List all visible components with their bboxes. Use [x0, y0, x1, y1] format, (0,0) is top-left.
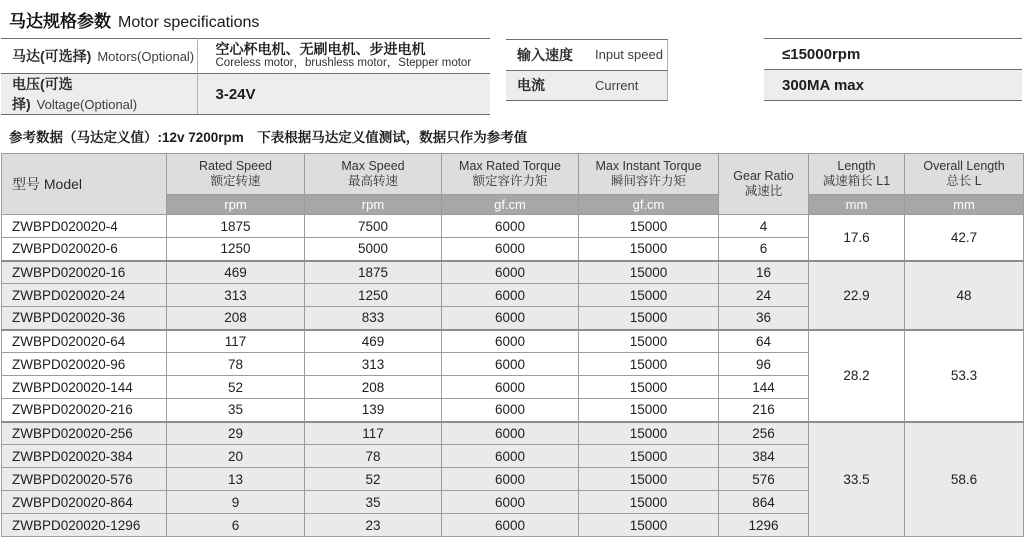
- voltage-label-zh: 电压(可选择): [12, 76, 73, 112]
- input-speed-value-cell: ≤15000rpm: [764, 39, 1022, 70]
- max-rated-torque-cell: 6000: [442, 422, 579, 445]
- max-instant-torque-column-header: [579, 154, 719, 195]
- model-cell: ZWBPD020020-864: [2, 491, 167, 514]
- model-cell: ZWBPD020020-384: [2, 445, 167, 468]
- model-cell: ZWBPD020020-24: [2, 284, 167, 307]
- header-row-titles: [2, 154, 1024, 195]
- input-speed-label-zh: 输入速度: [517, 46, 573, 63]
- rated-speed-cell: 13: [167, 468, 305, 491]
- motors-value-cell: [197, 39, 490, 74]
- page-title-en: Motor specifications: [118, 14, 260, 31]
- rated-speed-cell: 117: [167, 330, 305, 353]
- length-l1-cell: 22.9: [809, 261, 905, 330]
- overall-length-cell: 48: [905, 261, 1024, 330]
- max-speed-cell: 35: [305, 491, 442, 514]
- overall-length-unit: mm: [905, 195, 1024, 215]
- model-cell: ZWBPD020020-36: [2, 307, 167, 330]
- length-unit: mm: [809, 195, 905, 215]
- motors-value-zh: 空心杯电机、无刷电机、步进电机: [215, 41, 426, 58]
- gear-ratio-cell: 576: [719, 468, 809, 491]
- gear-ratio-cell: 6: [719, 238, 809, 261]
- gear-ratio-cell: 864: [719, 491, 809, 514]
- rated-speed-header-zh: 额定转速: [210, 174, 261, 188]
- page-title-zh: 马达规格参数: [9, 12, 111, 31]
- max-speed-cell: 139: [305, 399, 442, 422]
- max-instant-torque-cell: 15000: [579, 422, 719, 445]
- overall-length-cell: 58.6: [905, 422, 1024, 537]
- model-cell: ZWBPD020020-6: [2, 238, 167, 261]
- current-label-zh: 电流: [517, 77, 545, 93]
- gear-ratio-cell: 4: [719, 215, 809, 238]
- model-cell: ZWBPD020020-1296: [2, 514, 167, 537]
- length-header-en: Length: [837, 159, 876, 173]
- max-rated-torque-column-header: [442, 154, 579, 195]
- max-speed-header-en: Max Speed: [341, 159, 405, 173]
- overall-length-cell: 53.3: [905, 330, 1024, 422]
- page-title: [1, 5, 1023, 36]
- rated-speed-column-header: [167, 154, 305, 195]
- max-instant-torque-cell: 15000: [579, 238, 719, 261]
- rated-speed-cell: 78: [167, 353, 305, 376]
- rated-speed-cell: 20: [167, 445, 305, 468]
- max-instant-torque-cell: 15000: [579, 215, 719, 238]
- rated-speed-unit: rpm: [167, 195, 305, 215]
- overall-length-cell: 42.7: [905, 215, 1024, 261]
- max-instant-torque-header-en: Max Instant Torque: [595, 159, 702, 173]
- max-rated-torque-cell: 6000: [442, 376, 579, 399]
- spec-table-header: [2, 154, 1024, 215]
- length-header-zh: 减速箱长 L1: [822, 174, 891, 188]
- max-speed-cell: 52: [305, 468, 442, 491]
- model-cell: ZWBPD020020-216: [2, 399, 167, 422]
- max-rated-torque-cell: 6000: [442, 215, 579, 238]
- max-rated-torque-cell: 6000: [442, 514, 579, 537]
- overall-length-header-en: Overall Length: [923, 159, 1005, 173]
- table-row: [2, 422, 1024, 445]
- max-speed-cell: 1250: [305, 284, 442, 307]
- voltage-label-en: Voltage(Optional): [36, 97, 138, 112]
- max-instant-torque-cell: 15000: [579, 307, 719, 330]
- model-cell: ZWBPD020020-64: [2, 330, 167, 353]
- motors-value-en: Coreless motor，brushless motor，Stepper motor: [215, 57, 472, 70]
- rated-speed-cell: 469: [167, 261, 305, 284]
- gear-ratio-header-zh: 减速比: [744, 184, 783, 198]
- max-instant-torque-cell: 15000: [579, 514, 719, 537]
- max-speed-cell: 5000: [305, 238, 442, 261]
- max-speed-cell: 78: [305, 445, 442, 468]
- current-label-en: Current: [595, 77, 639, 93]
- rated-speed-cell: 208: [167, 307, 305, 330]
- max-rated-torque-cell: 6000: [442, 445, 579, 468]
- max-speed-cell: 469: [305, 330, 442, 353]
- max-instant-torque-cell: 15000: [579, 399, 719, 422]
- max-rated-torque-cell: 6000: [442, 238, 579, 261]
- rated-speed-cell: 9: [167, 491, 305, 514]
- rated-speed-cell: 6: [167, 514, 305, 537]
- max-speed-cell: 313: [305, 353, 442, 376]
- model-cell: ZWBPD020020-144: [2, 376, 167, 399]
- max-rated-torque-cell: 6000: [442, 399, 579, 422]
- length-l1-cell: 28.2: [809, 330, 905, 422]
- length-l1-cell: 17.6: [809, 215, 905, 261]
- table-row: [2, 215, 1024, 238]
- voltage-row: [1, 74, 490, 115]
- motor-voltage-table: [1, 38, 490, 115]
- max-instant-torque-header-zh: 瞬间容许力矩: [610, 174, 686, 188]
- overall-length-header-zh: 总长 L: [946, 174, 982, 188]
- reference-note: 参考数据（马达定义值）:12v 7200rpm 下表根据马达定义值测试，数据只作为参考值: [9, 130, 528, 145]
- top-spec-section: [1, 38, 1023, 115]
- gear-ratio-cell: 216: [719, 399, 809, 422]
- table-row: [2, 261, 1024, 284]
- gear-ratio-cell: 24: [719, 284, 809, 307]
- max-speed-cell: 117: [305, 422, 442, 445]
- max-speed-cell: 23: [305, 514, 442, 537]
- voltage-value-cell: 3-24V: [197, 74, 490, 115]
- gear-ratio-cell: 256: [719, 422, 809, 445]
- max-rated-torque-header-en: Max Rated Torque: [459, 159, 561, 173]
- model-cell: ZWBPD020020-4: [2, 215, 167, 238]
- max-rated-torque-cell: 6000: [442, 353, 579, 376]
- gear-ratio-cell: 96: [719, 353, 809, 376]
- model-cell: ZWBPD020020-576: [2, 468, 167, 491]
- speed-current-table: [506, 38, 1022, 101]
- max-speed-unit: rpm: [305, 195, 442, 215]
- model-column-header: 型号 Model: [2, 154, 167, 215]
- input-speed-label-en: Input speed: [595, 47, 663, 62]
- max-speed-cell: 1875: [305, 261, 442, 284]
- model-cell: ZWBPD020020-256: [2, 422, 167, 445]
- max-instant-torque-cell: 15000: [579, 284, 719, 307]
- gear-ratio-cell: 384: [719, 445, 809, 468]
- max-instant-torque-cell: 15000: [579, 353, 719, 376]
- length-l1-cell: 33.5: [809, 422, 905, 537]
- gear-ratio-column-header: [719, 154, 809, 215]
- current-label-cell: [506, 70, 668, 101]
- max-speed-cell: 7500: [305, 215, 442, 238]
- motors-label-cell: [1, 39, 197, 74]
- max-rated-torque-cell: 6000: [442, 468, 579, 491]
- current-row: [506, 70, 1022, 101]
- input-speed-row: [506, 39, 1022, 70]
- gear-ratio-cell: 64: [719, 330, 809, 353]
- max-rated-torque-cell: 6000: [442, 307, 579, 330]
- max-rated-torque-cell: 6000: [442, 261, 579, 284]
- max-instant-torque-cell: 15000: [579, 376, 719, 399]
- rated-speed-cell: 35: [167, 399, 305, 422]
- motors-label-zh: 马达(可选择): [12, 48, 92, 64]
- rated-speed-cell: 29: [167, 422, 305, 445]
- length-column-header: [809, 154, 905, 195]
- table-row: [2, 330, 1024, 353]
- max-instant-torque-cell: 15000: [579, 491, 719, 514]
- motors-row: [1, 39, 490, 74]
- max-rated-torque-unit: gf.cm: [442, 195, 579, 215]
- voltage-label-cell: [1, 74, 197, 115]
- current-value-cell: 300MA max: [764, 70, 1022, 101]
- gear-ratio-cell: 16: [719, 261, 809, 284]
- rated-speed-cell: 313: [167, 284, 305, 307]
- rated-speed-cell: 1875: [167, 215, 305, 238]
- max-speed-cell: 208: [305, 376, 442, 399]
- model-cell: ZWBPD020020-96: [2, 353, 167, 376]
- max-speed-cell: 833: [305, 307, 442, 330]
- gear-ratio-cell: 1296: [719, 514, 809, 537]
- max-instant-torque-cell: 15000: [579, 468, 719, 491]
- max-rated-torque-cell: 6000: [442, 284, 579, 307]
- rated-speed-cell: 1250: [167, 238, 305, 261]
- max-instant-torque-cell: 15000: [579, 330, 719, 353]
- gear-ratio-cell: 36: [719, 307, 809, 330]
- max-speed-column-header: [305, 154, 442, 195]
- spec-table-body: [2, 215, 1024, 537]
- model-cell: ZWBPD020020-16: [2, 261, 167, 284]
- gear-ratio-cell: 144: [719, 376, 809, 399]
- motors-label-en: Motors(Optional): [97, 49, 195, 64]
- max-rated-torque-cell: 6000: [442, 330, 579, 353]
- max-instant-torque-cell: 15000: [579, 445, 719, 468]
- max-instant-torque-unit: gf.cm: [579, 195, 719, 215]
- max-rated-torque-cell: 6000: [442, 491, 579, 514]
- overall-length-column-header: [905, 154, 1024, 195]
- max-instant-torque-cell: 15000: [579, 261, 719, 284]
- motor-spec-table: [1, 153, 1024, 537]
- max-rated-torque-header-zh: 额定容许力矩: [472, 174, 548, 188]
- input-speed-label-cell: [506, 39, 668, 70]
- gear-ratio-header-en: Gear Ratio: [733, 169, 794, 183]
- max-speed-header-zh: 最高转速: [347, 174, 398, 188]
- rated-speed-cell: 52: [167, 376, 305, 399]
- rated-speed-header-en: Rated Speed: [199, 159, 272, 173]
